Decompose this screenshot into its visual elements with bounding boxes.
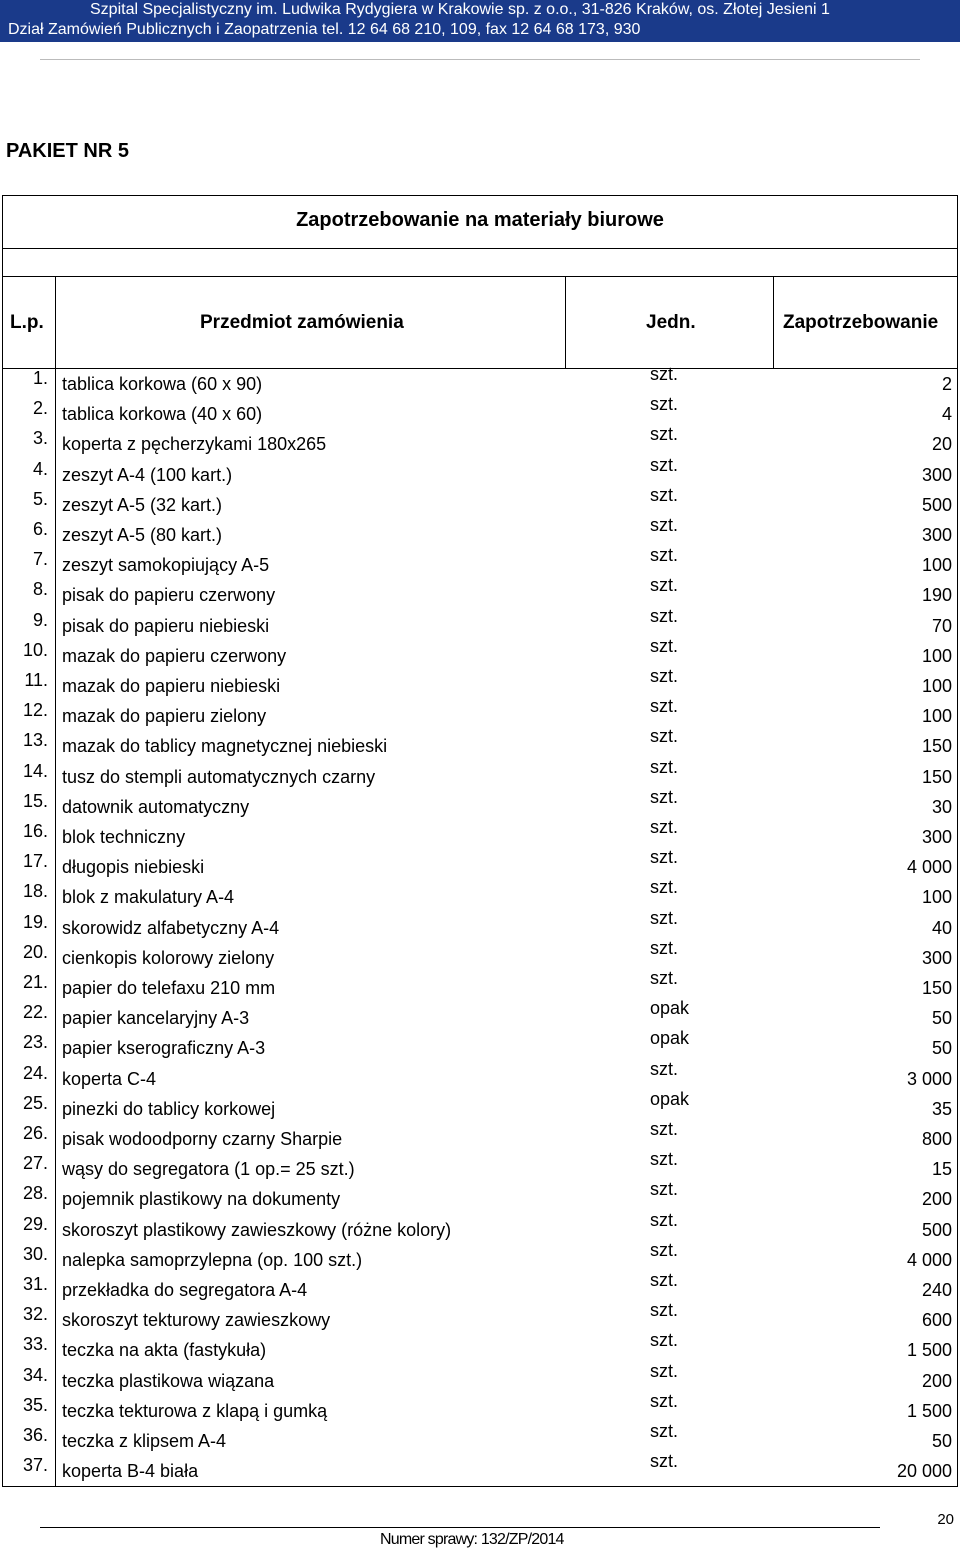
letterhead-banner	[0, 0, 960, 42]
row-lp: 36.	[22, 1425, 48, 1445]
row-qty: 35	[931, 1098, 952, 1119]
row-lp: 28.	[22, 1183, 48, 1204]
row-unit: szt.	[650, 1390, 679, 1411]
row-lp: 27.	[22, 1153, 48, 1174]
row-item: papier kancelaryjny A-3	[62, 1008, 250, 1029]
row-unit: opak	[650, 1028, 690, 1049]
row-unit: szt.	[650, 1209, 679, 1230]
row-item: mazak do papieru niebieski	[62, 676, 281, 696]
row-item: skorowidz alfabetyczny A-4	[62, 917, 280, 938]
row-unit: szt.	[650, 1058, 679, 1079]
row-lp: 22.	[22, 1002, 48, 1023]
case-number: Numer sprawy: 132/ZP/2014	[380, 1531, 564, 1548]
row-item: przekładka do segregatora A-4	[62, 1280, 308, 1300]
table-row	[0, 1119, 960, 1156]
row-item: pisak do papieru czerwony	[62, 585, 276, 606]
row-qty: 4 000	[906, 857, 952, 878]
row-qty: 300	[921, 464, 952, 485]
row-item: teczka plastikowa wiązana	[62, 1370, 275, 1391]
row-unit: szt.	[650, 364, 679, 384]
row-unit: szt.	[650, 1270, 679, 1290]
row-qty: 40	[931, 917, 952, 938]
table-row	[0, 696, 960, 733]
table-row	[0, 877, 960, 914]
row-item: papier do telefaxu 210 mm	[62, 978, 276, 998]
row-unit: szt.	[650, 1179, 679, 1200]
header-divider	[40, 59, 920, 60]
row-item: datownik automatyczny	[62, 796, 250, 817]
table-row	[0, 575, 960, 612]
row-item: mazak do tablicy magnetycznej niebieski	[62, 736, 388, 757]
row-qty: 50	[931, 1008, 952, 1029]
row-lp: 25.	[22, 1092, 48, 1113]
row-unit: szt.	[650, 1360, 679, 1381]
row-unit: szt.	[650, 635, 679, 656]
table-row	[0, 1088, 960, 1126]
row-lp: 7.	[32, 549, 48, 570]
row-qty: 200	[921, 1370, 952, 1391]
row-lp: 32.	[22, 1304, 48, 1325]
row-lp: 33.	[22, 1334, 48, 1355]
row-unit: opak	[650, 998, 690, 1019]
row-lp: 24.	[22, 1062, 48, 1083]
table-row	[0, 1421, 960, 1458]
row-item: tablica korkowa (60 x 90)	[62, 374, 263, 394]
row-qty: 300	[921, 827, 952, 847]
row-item: teczka z klipsem A-4	[62, 1431, 227, 1451]
row-item: nalepka samoprzylepna (op. 100 szt.)	[62, 1249, 363, 1270]
row-lp: 12.	[22, 700, 48, 721]
letterhead-line-1: Szpital Specjalistyczny im. Ludwika Rydygiera w Krakowie sp. z o.o., 31-826 Kraków, os. Złotej Jesieni 1	[90, 1, 830, 18]
row-qty: 300	[921, 947, 952, 968]
row-unit: szt.	[650, 847, 679, 868]
row-lp: 23.	[22, 1032, 48, 1053]
row-lp: 30.	[22, 1243, 48, 1264]
table-row	[0, 545, 960, 582]
table-row	[0, 1179, 960, 1216]
row-qty: 500	[921, 494, 952, 515]
row-qty: 240	[921, 1280, 952, 1300]
header-divider-lp	[55, 276, 56, 369]
row-lp: 8.	[32, 579, 48, 600]
row-lp: 5.	[32, 488, 48, 509]
row-qty: 600	[921, 1310, 952, 1331]
row-lp: 13.	[22, 730, 48, 751]
row-unit: szt.	[650, 666, 679, 686]
table-row	[0, 726, 960, 763]
row-qty: 150	[921, 766, 952, 787]
row-qty: 1 500	[906, 1340, 952, 1361]
row-lp: 19.	[22, 911, 48, 932]
row-qty: 800	[921, 1129, 952, 1149]
row-item: skoroszyt tekturowy zawieszkowy	[62, 1310, 331, 1331]
page-number: 20	[937, 1511, 954, 1528]
row-unit: szt.	[650, 877, 679, 898]
row-qty: 2	[941, 374, 952, 394]
row-lp: 15.	[22, 790, 48, 811]
table-row	[0, 1390, 960, 1428]
row-unit: szt.	[650, 726, 679, 747]
footer-divider	[40, 1527, 880, 1528]
row-unit: szt.	[650, 907, 679, 928]
table-row	[0, 847, 960, 884]
row-item: pinezki do tablicy korkowej	[62, 1098, 276, 1119]
row-unit: szt.	[650, 545, 679, 566]
row-item: pisak wodoodporny czarny Sharpie	[62, 1129, 343, 1149]
row-qty: 20	[931, 434, 952, 455]
header-divider-unit	[773, 276, 774, 369]
row-unit: szt.	[650, 424, 679, 445]
table-row	[0, 364, 960, 401]
row-qty: 100	[921, 645, 952, 666]
row-lp: 35.	[22, 1394, 48, 1415]
column-header-item: Przedmiot zamówienia	[200, 312, 404, 333]
row-unit: szt.	[650, 1451, 679, 1472]
row-item: zeszyt A-5 (80 kart.)	[62, 525, 223, 545]
row-qty: 50	[931, 1431, 952, 1451]
table-row	[0, 1209, 960, 1247]
row-lp: 9.	[32, 609, 48, 630]
table-row	[0, 1058, 960, 1096]
row-item: koperta z pęcherzykami 180x265	[62, 434, 327, 455]
row-item: teczka na akta (fastykuła)	[62, 1340, 267, 1361]
table-row	[0, 484, 960, 522]
row-lp: 21.	[22, 972, 48, 992]
table-row	[0, 756, 960, 794]
row-item: cienkopis kolorowy zielony	[62, 947, 275, 968]
row-item: pisak do papieru niebieski	[62, 615, 270, 636]
row-qty: 100	[921, 676, 952, 696]
row-qty: 4 000	[906, 1249, 952, 1270]
row-unit: szt.	[650, 968, 679, 988]
table-row	[0, 1360, 960, 1398]
table-row	[0, 454, 960, 492]
table-row	[0, 998, 960, 1035]
table-row	[0, 666, 960, 703]
row-unit: szt.	[650, 786, 679, 807]
row-qty: 3 000	[906, 1068, 952, 1089]
row-qty: 30	[931, 796, 952, 817]
row-item: zeszyt A-5 (32 kart.)	[62, 494, 223, 515]
row-unit: szt.	[650, 696, 679, 717]
row-lp: 29.	[22, 1213, 48, 1234]
row-item: koperta C-4	[62, 1068, 157, 1089]
row-unit: szt.	[650, 1300, 679, 1321]
row-lp: 20.	[22, 941, 48, 962]
row-lp: 3.	[32, 428, 48, 449]
table-row	[0, 605, 960, 643]
row-unit: szt.	[650, 937, 679, 958]
row-lp: 16.	[22, 821, 48, 841]
table-row	[0, 1451, 960, 1488]
row-unit: szt.	[650, 1239, 679, 1260]
row-unit: szt.	[650, 756, 679, 777]
row-item: blok z makulatury A-4	[62, 887, 235, 908]
row-item: pojemnik plastikowy na dokumenty	[62, 1189, 341, 1210]
header-divider-item	[565, 276, 566, 369]
table-row	[0, 1149, 960, 1186]
table-row	[0, 1330, 960, 1367]
row-qty: 50	[931, 1038, 952, 1059]
row-qty: 200	[921, 1189, 952, 1210]
row-unit: szt.	[650, 1149, 679, 1170]
row-lp: 4.	[32, 458, 48, 479]
row-unit: szt.	[650, 1330, 679, 1351]
row-lp: 17.	[22, 851, 48, 872]
row-item: mazak do papieru zielony	[62, 706, 267, 727]
table-row	[0, 968, 960, 1005]
row-unit: szt.	[650, 1421, 679, 1441]
row-qty: 150	[921, 978, 952, 998]
row-item: teczka tekturowa z klapą i gumką	[62, 1400, 328, 1421]
row-unit: szt.	[650, 817, 679, 837]
row-lp: 37.	[22, 1455, 48, 1476]
row-qty: 300	[921, 525, 952, 545]
row-unit: szt.	[650, 394, 679, 415]
row-item: zeszyt samokopiujący A-5	[62, 555, 270, 576]
row-qty: 100	[921, 555, 952, 576]
table-row	[0, 1028, 960, 1065]
row-qty: 190	[921, 585, 952, 606]
table-row	[0, 1270, 960, 1307]
row-item: koperta B-4 biała	[62, 1461, 199, 1482]
row-unit: szt.	[650, 575, 679, 596]
column-header-lp: L.p.	[10, 312, 44, 333]
row-lp: 6.	[32, 519, 48, 539]
table-row	[0, 817, 960, 854]
row-lp: 1.	[32, 368, 48, 388]
row-unit: szt.	[650, 515, 679, 535]
row-item: zeszyt A-4 (100 kart.)	[62, 464, 233, 485]
table-row	[0, 937, 960, 975]
row-item: skoroszyt plastikowy zawieszkowy (różne kolory)	[62, 1219, 452, 1240]
row-lp: 11.	[24, 670, 48, 690]
row-qty: 1 500	[906, 1400, 952, 1421]
row-item: mazak do papieru czerwony	[62, 645, 287, 666]
row-qty: 100	[921, 887, 952, 908]
row-qty: 500	[921, 1219, 952, 1240]
row-lp: 34.	[22, 1364, 48, 1385]
package-label: PAKIET NR 5	[6, 140, 129, 162]
table-row	[0, 1239, 960, 1277]
row-qty: 100	[921, 706, 952, 727]
row-unit: opak	[650, 1088, 690, 1109]
table-row	[0, 515, 960, 552]
row-lp: 31.	[22, 1274, 48, 1294]
row-lp: 18.	[22, 881, 48, 902]
table-row	[0, 635, 960, 673]
row-qty: 70	[931, 615, 952, 636]
row-lp: 2.	[32, 398, 48, 419]
row-item: tablica korkowa (40 x 60)	[62, 404, 263, 425]
row-item: wąsy do segregatora (1 op.= 25 szt.)	[62, 1159, 355, 1180]
table-row	[0, 424, 960, 461]
column-header-qty: Zapotrzebowanie	[783, 312, 939, 333]
row-item: blok techniczny	[62, 827, 186, 847]
table-row	[0, 786, 960, 824]
table-title: Zapotrzebowanie na materiały biurowe	[296, 209, 664, 231]
row-qty: 4	[941, 404, 952, 425]
table-title-box	[2, 195, 958, 249]
row-item: papier kserograficzny A-3	[62, 1038, 266, 1059]
row-qty: 20 000	[896, 1461, 952, 1482]
table-row	[0, 394, 960, 431]
row-unit: szt.	[650, 454, 679, 475]
row-item: tusz do stempli automatycznych czarny	[62, 766, 376, 787]
row-item: długopis niebieski	[62, 857, 205, 878]
row-unit: szt.	[650, 605, 679, 626]
row-unit: szt.	[650, 1119, 679, 1139]
table-row	[0, 1300, 960, 1337]
row-qty: 15	[931, 1159, 952, 1180]
row-unit: szt.	[650, 484, 679, 505]
row-qty: 150	[921, 736, 952, 757]
row-lp: 10.	[22, 639, 48, 660]
column-header-unit: Jedn.	[646, 312, 696, 333]
table-row	[0, 907, 960, 945]
row-lp: 14.	[22, 760, 48, 781]
row-lp: 26.	[22, 1123, 48, 1143]
letterhead-line-2: Dział Zamówień Publicznych i Zaopatrzenia tel. 12 64 68 210, 109, fax 12 64 68 173, 930	[8, 21, 641, 38]
